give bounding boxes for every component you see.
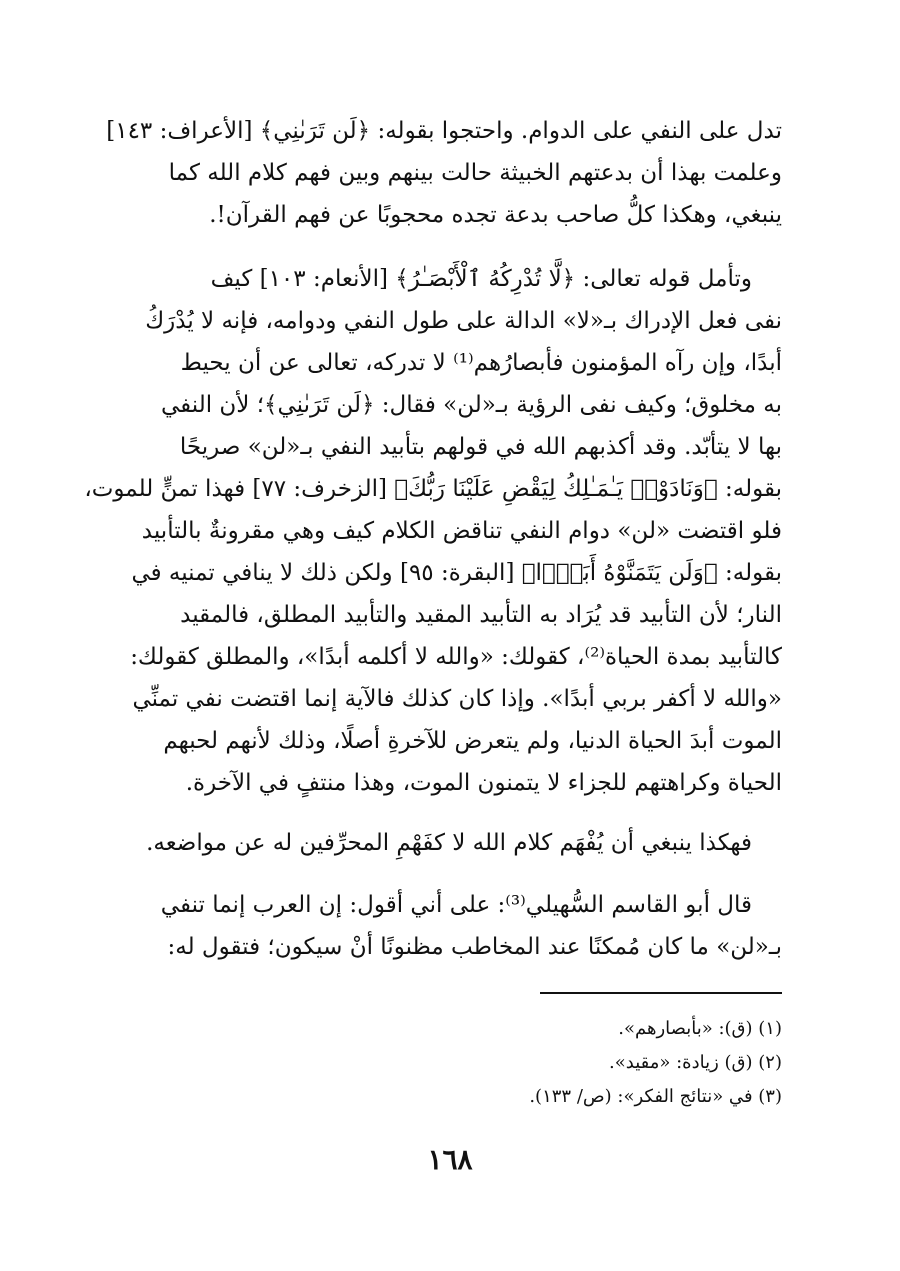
text-line: ينبغي، وهكذا كلُّ صاحب بدعة تجده محجوبًا عن فهم القرآن!. xyxy=(209,202,782,228)
text-line: الموت أبدَ الحياة الدنيا، ولم يتعرض للآخرةِ أصلًا، وذلك لأنهم لحبهم xyxy=(163,728,782,754)
text-line: الحياة وكراهتهم للجزاء لا يتمنون الموت، وهذا منتفٍ في الآخرة. xyxy=(185,770,782,796)
paragraph-2 xyxy=(84,258,782,804)
paragraph-4 xyxy=(118,884,782,968)
text-line: بـ«لن» ما كان مُمكنًا عند المخاطب مظنونًا أنْ سيكون؛ فتقول له: xyxy=(167,934,782,960)
footnotes xyxy=(380,1012,782,1114)
text-line: بقوله: ﴿وَلَن يَتَمَنَّوْهُ أَبَدًۢا﴾ [البقرة: ٩٥] ولكن ذلك لا ينافي تمنيه في xyxy=(131,560,782,586)
text-line: بقوله: ﴿وَنَادَوْا۟ يَـٰمَـٰلِكُ لِيَقْضِ عَلَيْنَا رَبُّكَ﴾ [الزخرف: ٧٧] فهذا تمنٍّ للموت، xyxy=(84,476,782,502)
text-line: أبدًا، وإن رآه المؤمنون فأبصارُهم⁽¹⁾ لا تدركه، تعالى عن أن يحيط xyxy=(180,350,782,376)
paragraph-3 xyxy=(118,822,782,864)
text-line: فهكذا ينبغي أن يُفْهَم كلام الله لا كفَهْمِ المحرِّفين له عن مواضعه. xyxy=(146,830,752,856)
text-line: وتأمل قوله تعالى: ﴿لَّا تُدْرِكُهُ ٱلْأَبْصَـٰرُ﴾ [الأنعام: ١٠٣] كيف xyxy=(210,266,752,292)
text-line: النار؛ لأن التأبيد قد يُرَاد به التأبيد المقيد والتأبيد المطلق، فالمقيد xyxy=(180,602,782,628)
text-line: به مخلوق؛ وكيف نفى الرؤية بـ«لن» فقال: ﴿لَن تَرَىٰنِي﴾؛ لأن النفي xyxy=(160,392,782,418)
page-number: ١٦٨ xyxy=(427,1143,473,1176)
footnote-divider xyxy=(540,992,782,994)
text-line: بها لا يتأبّد. وقد أكذبهم الله في قولهم بتأبيد النفي بـ«لن» صريحًا xyxy=(179,434,782,460)
text-line: «والله لا أكفر بربي أبدًا». وإذا كان كذلك فالآية إنما اقتضت نفي تمنِّي xyxy=(132,686,782,712)
paragraph-1 xyxy=(106,110,782,236)
text-line: نفى فعل الإدراك بـ«لا» الدالة على طول النفي ودوامه، فإنه لا يُدْرَكُ xyxy=(145,308,782,334)
footnote-1: (١) (ق): «بأبصارهم». xyxy=(618,1018,782,1039)
footnote-2: (٢) (ق) زيادة: «مقيد». xyxy=(609,1052,782,1073)
text-line: وعلمت بهذا أن بدعتهم الخبيثة حالت بينهم وبين فهم كلام الله كما xyxy=(168,160,782,186)
footnote-3: (٣) في «نتائج الفكر»: (ص/ ١٣٣). xyxy=(529,1086,782,1107)
text-line: تدل على النفي على الدوام. واحتجوا بقوله: ﴿لَن تَرَىٰنِي﴾ [الأعراف: ١٤٣] xyxy=(106,118,782,144)
text-line: قال أبو القاسم السُّهيلي⁽³⁾: على أني أقول: إن العرب إنما تنفي xyxy=(160,892,752,918)
text-line: فلو اقتضت «لن» دوام النفي تناقض الكلام كيف وهي مقرونةٌ بالتأبيد xyxy=(141,518,782,544)
text-line: كالتأبيد بمدة الحياة⁽²⁾، كقولك: «والله لا أكلمه أبدًا»، والمطلق كقولك: xyxy=(130,644,782,670)
